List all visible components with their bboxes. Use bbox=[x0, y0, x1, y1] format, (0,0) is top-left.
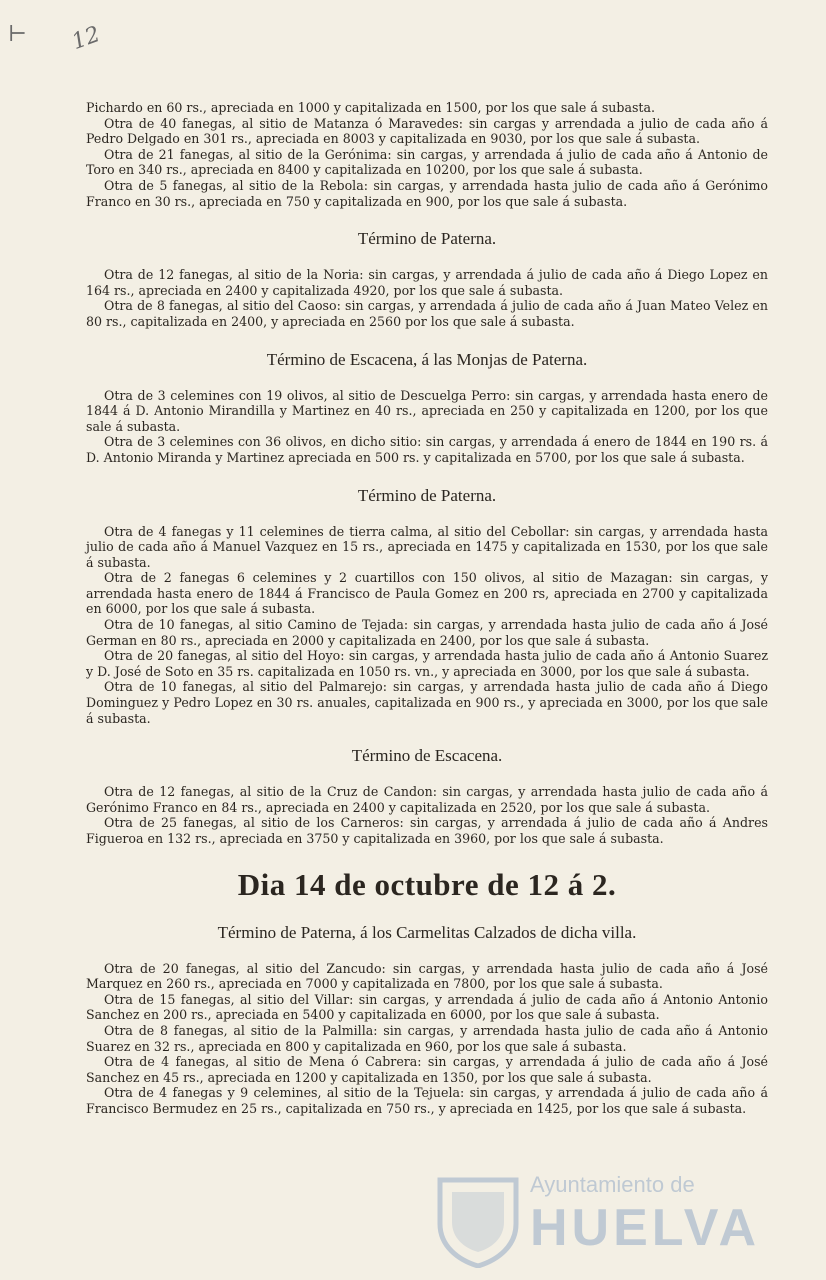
section-heading: Término de Paterna, á los Carmelitas Calzados de dicha villa. bbox=[217, 922, 637, 942]
listing-paragraph: Otra de 25 fanegas, al sitio de los Carneros: sin cargas, y arrendada á julio de cada año á Andres Figueroa en 132 rs., apreciada en 3750 y capitalizada en 3960, por los que sale á subasta. bbox=[86, 815, 768, 846]
date-heading: Dia 14 de octubre de 12 á 2. bbox=[237, 866, 617, 902]
listing-paragraph: Otra de 15 fanegas, al sitio del Villar: sin cargas, y arrendada á julio de cada año á Antonio Antonio Sanchez en 200 rs., apreciada en 5400 y capitalizada en 6000, por los que sale á subasta. bbox=[86, 991, 768, 1023]
listing-paragraph: Otra de 4 fanegas, al sitio de Mena ó Cabrera: sin cargas, y arrendada á julio de cada año á José Sanchez en 45 rs., apreciada en 1200 y capitalizada en 1350, por los que sale á subasta. bbox=[86, 1054, 768, 1085]
archive-watermark bbox=[430, 1172, 790, 1272]
document-body bbox=[86, 100, 768, 1117]
watermark-line2: HUELVA bbox=[530, 1199, 761, 1257]
listing-paragraph: Otra de 40 fanegas, al sitio de Matanza ó Maravedes: sin cargas y arrendada a julio de cada año á Pedro Delgado en 301 rs., apreciada en 8003 y capitalizada en 9030, por los que sale á subasta. bbox=[86, 115, 768, 147]
shield-icon bbox=[430, 1172, 526, 1268]
listing-paragraph: Otra de 2 fanegas 6 celemines y 2 cuartillos con 150 olivos, al sitio de Mazagan: sin cargas, y arrendada hasta enero de 1844 á Francisco de Paula Gomez en 200 rs, apreciada en 2700 y capitalizada en 6000, por los que sale á subasta. bbox=[86, 570, 768, 617]
listing-paragraph: Otra de 4 fanegas y 9 celemines, al sitio de la Tejuela: sin cargas, y arrendada á julio de cada año á Francisco Bermudez en 25 rs., capitalizada en 750 rs., y apreciada en 1425, por los que sale á subasta. bbox=[86, 1085, 768, 1116]
listing-paragraph: Pichardo en 60 rs., apreciada en 1000 y capitalizada en 1500, por los que sale á subasta. bbox=[86, 100, 656, 115]
watermark-line1: Ayuntamiento de bbox=[530, 1172, 695, 1197]
section-heading: Término de Paterna. bbox=[357, 229, 497, 249]
handwritten-page-number: 12 bbox=[68, 21, 104, 56]
listing-paragraph: Otra de 4 fanegas y 11 celemines de tierra calma, al sitio del Cebollar: sin cargas, y arrendada hasta julio de cada año á Manuel Vazquez en 15 rs., apreciada en 1475 y capitalizada en 1530, por los que sale á subasta. bbox=[86, 523, 768, 570]
listing-paragraph: Otra de 8 fanegas, al sitio de la Palmilla: sin cargas, y arrendada hasta julio de cada año á Antonio Suarez en 32 rs., apreciada en 800 y capitalizada en 960, por los que sale á subasta. bbox=[86, 1022, 768, 1054]
listing-paragraph: Otra de 3 celemines con 19 olivos, al sitio de Descuelga Perro: sin cargas, y arrendada hasta enero de 1844 á D. Antonio Mirandilla y Martinez en 40 rs., apreciada en 250 y capitalizada en 1200, por los que sale á subasta. bbox=[86, 387, 768, 434]
section-heading: Término de Escacena, á las Monjas de Paterna. bbox=[266, 349, 588, 369]
section-heading: Término de Escacena. bbox=[351, 746, 503, 766]
listing-paragraph: Otra de 3 celemines con 36 olivos, en dicho sitio: sin cargas, y arrendada á enero de 1844 en 190 rs. á D. Antonio Miranda y Martinez apreciada en 500 rs. y capitalizada en 5700, por los que sale á subasta. bbox=[86, 434, 768, 465]
listing-paragraph: Otra de 20 fanegas, al sitio del Hoyo: sin cargas, y arrendada hasta julio de cada año á Antonio Suarez y D. José de Soto en 35 rs. capitalizada en 1050 rs. vn., y apreciada en 3000, por los que sale á subasta. bbox=[86, 648, 768, 679]
listing-paragraph: Otra de 12 fanegas, al sitio de la Noria: sin cargas, y arrendada á julio de cada año á Diego Lopez en 164 rs., apreciada en 2400 y capitalizada 4920, por los que sale á subasta. bbox=[86, 267, 768, 298]
listing-paragraph: Otra de 8 fanegas, al sitio del Caoso: sin cargas, y arrendada á julio de cada año á Juan Mateo Velez en 80 rs., capitalizada en 2400, y apreciada en 2560 por los que sale á subasta. bbox=[86, 298, 768, 329]
listing-paragraph: Otra de 21 fanegas, al sitio de la Gerónima: sin cargas, y arrendada á julio de cada año á Antonio de Toro en 340 rs., apreciada en 8400 y capitalizada en 10200, por los que sale á subasta. bbox=[86, 146, 768, 178]
listing-paragraph: Otra de 10 fanegas, al sitio Camino de Tejada: sin cargas, y arrendada hasta julio de cada año á José German en 80 rs., apreciada en 2000 y capitalizada en 2400, por los que sale á subasta. bbox=[86, 617, 768, 648]
listing-paragraph: Otra de 10 fanegas, al sitio del Palmarejo: sin cargas, y arrendada hasta julio de cada año á Diego Dominguez y Pedro Lopez en 30 rs. anuales, capitalizada en 900 rs., y apreciada en 3000, por los que sale á subasta. bbox=[86, 679, 768, 726]
section-heading: Término de Paterna. bbox=[357, 485, 497, 505]
handwritten-mark: ⊢ bbox=[8, 22, 27, 47]
listing-paragraph: Otra de 12 fanegas, al sitio de la Cruz de Candon: sin cargas, y arrendada hasta julio de cada año á Gerónimo Franco en 84 rs., apreciada en 2400 y capitalizada en 2520, por los que sale á subasta. bbox=[86, 784, 768, 815]
listing-paragraph: Otra de 20 fanegas, al sitio del Zancudo: sin cargas, y arrendada hasta julio de cada año á José Marquez en 260 rs., apreciada en 7000 y capitalizada en 7800, por los que sale á subasta. bbox=[86, 960, 768, 992]
listing-paragraph: Otra de 5 fanegas, al sitio de la Rebola: sin cargas, y arrendada hasta julio de cada año á Gerónimo Franco en 30 rs., apreciada en 750 y capitalizada en 900, por los que sale á subasta. bbox=[86, 177, 768, 209]
